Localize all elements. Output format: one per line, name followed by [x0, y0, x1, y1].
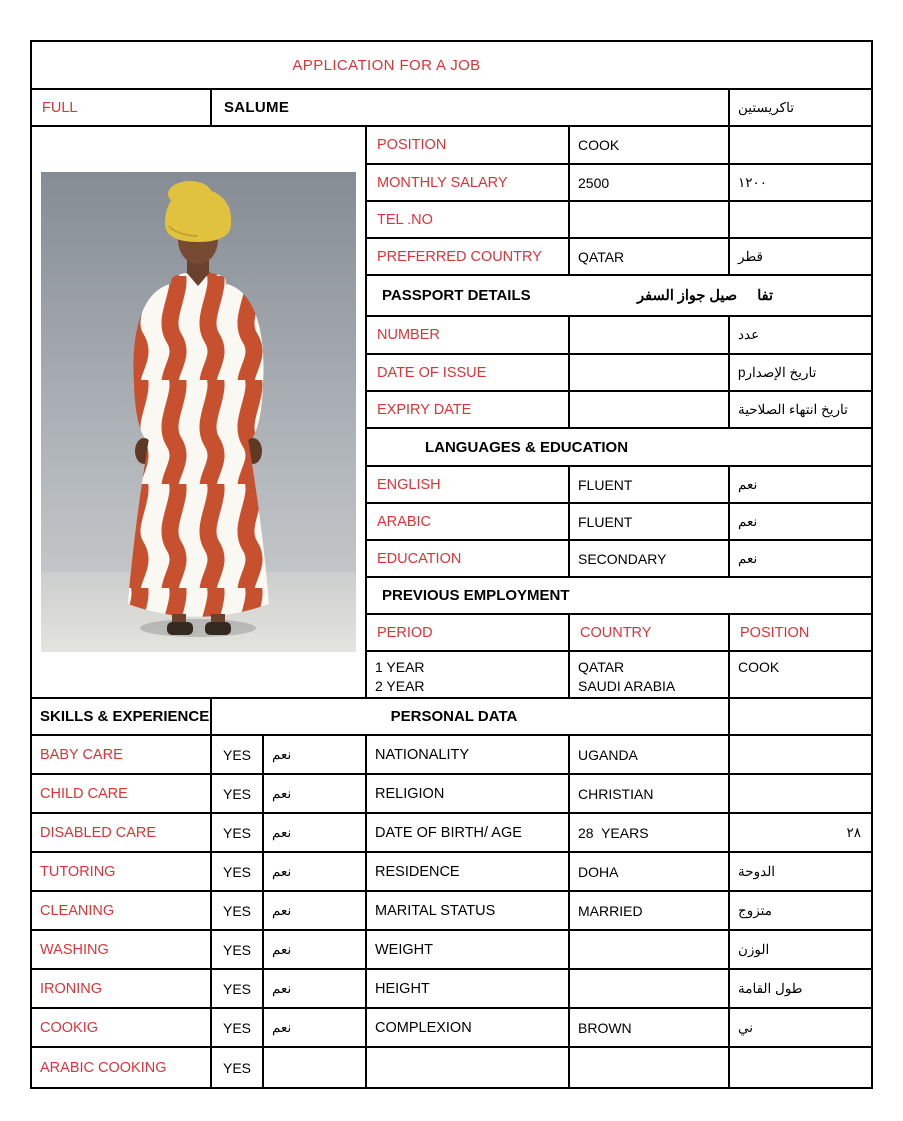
full-name-arabic: تاكريستين: [738, 99, 794, 115]
date-of-issue-label: DATE OF ISSUE: [367, 355, 570, 390]
skill-yes: YES: [212, 970, 264, 1007]
personal-value: DOHA: [570, 853, 730, 890]
form-title: APPLICATION FOR A JOB: [292, 56, 481, 74]
skill-label: CLEANING: [32, 892, 212, 929]
personal-arabic: الوزن: [738, 941, 770, 957]
passport-header: PASSPORT DETAILS: [382, 287, 531, 304]
skill-row-tutoring: [32, 853, 871, 892]
skill-label: IRONING: [32, 970, 212, 1007]
personal-field: COMPLEXION: [367, 1009, 570, 1046]
expiry-date-label: EXPIRY DATE: [367, 392, 570, 427]
tel-arabic: [730, 202, 871, 237]
personal-arabic: [730, 775, 871, 812]
arabic-label: ARABIC: [367, 504, 570, 539]
applicant-photo: [41, 172, 356, 652]
period-column-header: PERIOD: [367, 615, 570, 650]
application-form: [30, 40, 873, 1089]
skill-label: CHILD CARE: [32, 775, 212, 812]
personal-field: RELIGION: [367, 775, 570, 812]
employment-period-line1: 1 YEAR: [375, 659, 425, 675]
personal-data-header: PERSONAL DATA: [212, 699, 730, 734]
personal-value: [570, 931, 730, 968]
personal-arabic: ٢٨: [846, 824, 861, 840]
skill-yes: YES: [212, 775, 264, 812]
employment-country: [570, 652, 730, 697]
position-value: COOK: [570, 127, 730, 163]
english-value: FLUENT: [570, 467, 730, 502]
employment-position: [730, 652, 871, 697]
personal-field: WEIGHT: [367, 931, 570, 968]
skill-row-washing: [32, 931, 871, 970]
date-of-issue-arabic: تاريخ الإصدارp: [738, 364, 817, 380]
skill-yes-arabic: نعم: [264, 931, 367, 968]
personal-field: NATIONALITY: [367, 736, 570, 773]
passport-header-row: [367, 276, 871, 317]
skills-experience-header: SKILLS & EXPERIENCE: [32, 699, 212, 734]
arabic-value: FLUENT: [570, 504, 730, 539]
personal-arabic: الدوحة: [738, 863, 776, 879]
personal-arabic: [730, 1048, 871, 1087]
skill-label: BABY CARE: [32, 736, 212, 773]
employment-period-line2: 2 YEAR: [375, 677, 425, 694]
english-label: ENGLISH: [367, 467, 570, 502]
personal-value: UGANDA: [570, 736, 730, 773]
personal-value: BROWN: [570, 1009, 730, 1046]
passport-row-issue: [367, 355, 871, 392]
passport-number-value: [570, 317, 730, 353]
skill-label: ARABIC COOKING: [32, 1048, 212, 1087]
personal-arabic: متزوج: [738, 902, 772, 918]
info-row-salary: [367, 165, 871, 202]
languages-header-row: [367, 429, 871, 467]
personal-arabic: ني: [738, 1019, 754, 1035]
skill-yes: YES: [212, 814, 264, 851]
skill-label: TUTORING: [32, 853, 212, 890]
skill-yes-arabic: نعم: [264, 892, 367, 929]
employment-period: [367, 652, 570, 697]
info-row-country: [367, 239, 871, 276]
position-arabic: [730, 127, 871, 163]
personal-field: DATE OF BIRTH/ AGE: [367, 814, 570, 851]
full-name-value: SALUME: [212, 90, 730, 125]
skill-yes-arabic: [264, 1048, 367, 1087]
info-row-position: [367, 127, 871, 165]
personal-field: [367, 1048, 570, 1087]
skill-yes: YES: [212, 1048, 264, 1087]
employment-position-value: COOK: [738, 659, 780, 675]
passport-number-arabic: عدد: [738, 327, 760, 342]
expiry-date-value: [570, 392, 730, 427]
skill-yes: YES: [212, 853, 264, 890]
date-of-issue-value: [570, 355, 730, 390]
preferred-country-label: PREFERRED COUNTRY: [367, 239, 570, 274]
passport-row-number: [367, 317, 871, 355]
preferred-country-value: QATAR: [570, 239, 730, 274]
skill-row-child-care: [32, 775, 871, 814]
full-name-label: FULL: [32, 90, 212, 125]
name-row: [32, 90, 871, 127]
arabic-arabic: نعم: [738, 513, 758, 529]
main-section: [32, 127, 871, 699]
expiry-date-arabic: تاريخ انتهاء الصلاحية: [738, 401, 848, 417]
personal-field: HEIGHT: [367, 970, 570, 1007]
passport-row-expiry: [367, 392, 871, 429]
employment-header-row: [367, 578, 871, 615]
personal-value: CHRISTIAN: [570, 775, 730, 812]
position-column-header: POSITION: [740, 624, 810, 641]
personal-value: [570, 970, 730, 1007]
personal-arabic: طول القامة: [738, 980, 803, 996]
skill-yes-arabic: نعم: [264, 814, 367, 851]
skill-yes: YES: [212, 931, 264, 968]
skill-yes: YES: [212, 1009, 264, 1046]
education-label: EDUCATION: [367, 541, 570, 576]
skill-row-cooking: [32, 1009, 871, 1048]
salary-value: 2500: [570, 165, 730, 200]
employment-columns-row: [367, 615, 871, 652]
employment-country-line2: SAUDI ARABIA: [578, 677, 676, 694]
education-arabic: نعم: [738, 550, 758, 566]
skill-row-baby-care: [32, 736, 871, 775]
english-arabic: نعم: [738, 476, 758, 492]
position-label: POSITION: [367, 127, 570, 163]
preferred-country-arabic: قطر: [738, 248, 763, 264]
personal-field: RESIDENCE: [367, 853, 570, 890]
skill-yes: YES: [212, 736, 264, 773]
salary-arabic: ١٢٠٠: [738, 174, 768, 190]
skill-row-ironing: [32, 970, 871, 1009]
education-value: SECONDARY: [570, 541, 730, 576]
skill-yes-arabic: نعم: [264, 775, 367, 812]
title-row: [32, 42, 871, 90]
education-row: [367, 541, 871, 578]
language-row-english: [367, 467, 871, 504]
details-table: [367, 127, 871, 697]
salary-label: MONTHLY SALARY: [367, 165, 570, 200]
personal-value: MARRIED: [570, 892, 730, 929]
personal-value: [570, 1048, 730, 1087]
skill-yes-arabic: نعم: [264, 970, 367, 1007]
personal-field: MARITAL STATUS: [367, 892, 570, 929]
info-row-tel: [367, 202, 871, 239]
skill-row-disabled-care: [32, 814, 871, 853]
header-empty-cell: [730, 699, 871, 734]
skills-personal-header-row: [32, 699, 871, 736]
country-column-header: COUNTRY: [570, 615, 730, 650]
skill-label: COOKIG: [32, 1009, 212, 1046]
employment-country-line1: QATAR: [578, 659, 625, 675]
skill-row-arabic-cooking: [32, 1048, 871, 1087]
skill-yes-arabic: نعم: [264, 853, 367, 890]
employment-values-row: [367, 652, 871, 697]
skill-yes: YES: [212, 892, 264, 929]
skill-label: DISABLED CARE: [32, 814, 212, 851]
previous-employment-header: PREVIOUS EMPLOYMENT: [382, 587, 570, 604]
tel-label: TEL .NO: [367, 202, 570, 237]
passport-header-arabic: تفا صيل جواز السفر: [637, 287, 773, 304]
skill-yes-arabic: نعم: [264, 1009, 367, 1046]
languages-education-header: LANGUAGES & EDUCATION: [424, 438, 629, 456]
photo-cell: [32, 127, 367, 697]
skill-row-cleaning: [32, 892, 871, 931]
passport-number-label: NUMBER: [367, 317, 570, 353]
personal-arabic: [730, 736, 871, 773]
tel-value: [570, 202, 730, 237]
personal-value: 28 YEARS: [570, 814, 730, 851]
language-row-arabic: [367, 504, 871, 541]
skill-label: WASHING: [32, 931, 212, 968]
skill-yes-arabic: نعم: [264, 736, 367, 773]
